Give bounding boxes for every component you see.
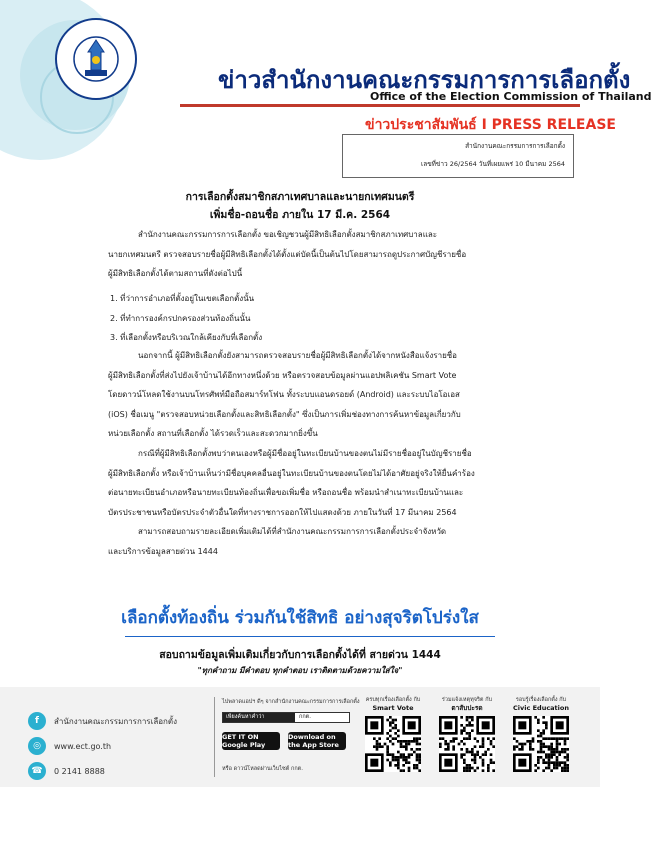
qr-code-icon	[439, 716, 495, 772]
paragraph-line: บัตรประชาชนหรือบัตรประจำตัวอื่นใดที่ทางราชการออกให้ไปแสดงด้วย ภายในวันที่ 17 มีนาคม 2564	[108, 507, 457, 517]
contact-phone[interactable]	[28, 762, 105, 780]
paragraph-line: ผู้มีสิทธิเลือกตั้ง หรือเจ้าบ้านเห็นว่ามีชื่อบุคคลอื่นอยู่ในทะเบียนบ้านของตนโดยไม่ได้อาศัยอยู่จริงให้ยื่นคำร้อง	[108, 468, 475, 478]
qr-name: Civic Education	[513, 704, 569, 712]
paragraph-line: ผู้มีสิทธิเลือกตั้งที่ส่งไปยังเจ้าบ้านได้อีกทางหนึ่งด้วย หรือตรวจสอบข้อมูลผ่านแอปพลิเคชัน Smart Vote	[108, 370, 457, 380]
paragraph-line: กรณีที่ผู้มีสิทธิเลือกตั้งพบว่าตนเองหรือผู้มีชื่ออยู่ในทะเบียนบ้านของตนไม่มีรายชื่ออยู่ในบัญชีรายชื่อ	[138, 449, 472, 458]
list-item: 2. ที่ทำการองค์กรปกครองส่วนท้องถิ่นนั้น	[110, 314, 251, 323]
qr-civic-education[interactable]	[510, 697, 572, 772]
qr-caption: ร่วมแจ้งเหตุทุจริต กับ	[441, 697, 493, 703]
slogan-divider	[125, 636, 495, 637]
globe-icon: ◎	[28, 737, 46, 755]
ect-emblem-icon	[71, 32, 121, 86]
app-store-button[interactable]	[288, 732, 346, 750]
reference-number: เลขที่ข่าว 26/2564 วันที่เผยแพร่ 10 มีนาคม 2564	[420, 160, 565, 168]
search-hint-keyword: กกต.	[299, 714, 311, 720]
website-download-note: หรือ ดาวน์โหลดผ่านเว็บไซต์ กกต.	[222, 766, 303, 772]
contact-facebook[interactable]	[28, 712, 177, 730]
app-promo-text: ไปพลาดแอปฯ ดีๆ จากสำนักงานคณะกรรมการการเลือกตั้ง	[222, 699, 360, 705]
footer-divider	[214, 697, 215, 777]
contact-text: www.ect.go.th	[54, 741, 112, 751]
app-download-panel	[222, 698, 360, 778]
facebook-icon: f	[28, 712, 46, 730]
paragraph-intro	[108, 225, 568, 284]
paragraph-add-remove	[108, 444, 568, 522]
list-item: 3. ที่เลือกตั้งหรือบริเวณใกล้เคียงกับที่เลือกตั้ง	[110, 333, 263, 342]
contact-website[interactable]	[28, 737, 111, 755]
paragraph-line: โดยดาวน์โหลดใช้งานบนโทรศัพท์มือถือสมาร์ทโฟน ทั้งระบบแอนดรอยด์ (Android) และระบบไอโอเอส	[108, 390, 460, 399]
header-divider	[180, 104, 580, 107]
hotline-text: สอบถามข้อมูลเพิ่มเติมเกี่ยวกับการเลือกตั้งได้ที่ สายด่วน 1444	[159, 649, 441, 661]
paragraph-line: สำนักงานคณะกรรมการการเลือกตั้ง ขอเชิญชวนผู้มีสิทธิเลือกตั้งสมาชิกสภาเทศบาลและ	[138, 230, 438, 239]
page-subtitle: Office of the Election Commission of Thailand	[370, 90, 652, 103]
reference-box	[342, 134, 574, 178]
qr-smart-vote[interactable]	[362, 697, 424, 772]
contact-text: 0 2141 8888	[54, 766, 105, 776]
paragraph-line: และบริการข้อมูลสายด่วน 1444	[108, 546, 218, 556]
hotline-motto: "ทุกคำถาม มีคำตอบ ทุกคำตอบ เราติดตามด้วยความใส่ใจ"	[197, 666, 403, 675]
contact-text: สำนักงานคณะกรรมการการเลือกตั้ง	[54, 716, 177, 726]
reference-office: สำนักงานคณะกรรมการการเลือกตั้ง	[465, 142, 565, 150]
search-hint-label: เพียงค้นหาคำว่า	[226, 714, 265, 720]
campaign-slogan: เลือกตั้งท้องถิ่น ร่วมกันใช้สิทธิ อย่างสุจริตโปร่งใส	[121, 608, 479, 628]
qr-name: ตาสับปะรด	[451, 704, 483, 712]
google-play-button[interactable]	[222, 732, 280, 750]
paragraph-line: หน่วยเลือกตั้ง สถานที่เลือกตั้ง ได้รวดเร็วและสะดวกมากยิ่งขึ้น	[108, 429, 318, 438]
paragraph-line: นอกจากนี้ ผู้มีสิทธิเลือกตั้งยังสามารถตรวจสอบรายชื่อผู้มีสิทธิเลือกตั้งได้จากหนังสือแจ้งรายชื่อ	[138, 351, 457, 360]
paragraph-line: สามารถสอบถามรายละเอียดเพิ่มเติมได้ที่สำนักงานคณะกรรมการการเลือกตั้งประจำจังหวัด	[138, 527, 447, 536]
list-item: 1. ที่ว่าการอำเภอที่ตั้งอยู่ในเขตเลือกตั้งนั้น	[110, 294, 255, 303]
qr-caption: รอบรู้เรื่องเลือกตั้ง กับ	[515, 697, 567, 703]
paragraph-line: (iOS) ชื่อเมนู "ตรวจสอบหน่วยเลือกตั้งและสิทธิเลือกตั้ง" ซึ่งเป็นการเพิ่มช่องทางการค้นหาข้อมูลเกี่ยวกับ	[108, 409, 461, 419]
paragraph-line: ผู้มีสิทธิเลือกตั้งได้ตามสถานที่ดังต่อไปนี้	[108, 269, 243, 278]
qr-code-icon	[513, 716, 569, 772]
paragraph-line: นายกเทศมนตรี ตรวจสอบรายชื่อผู้มีสิทธิเลือกตั้งได้ตั้งแต่บัดนี้เป็นต้นไปโดยสามารถดูประกาศบัญชีรายชื่อ	[108, 249, 467, 259]
news-subtitle: เพิ่มชื่อ-ถอนชื่อ ภายใน 17 มี.ค. 2564	[209, 209, 391, 221]
qr-ta-sapparod[interactable]	[436, 697, 498, 772]
news-title: การเลือกตั้งสมาชิกสภาเทศบาลและนายกเทศมนตรี	[185, 191, 415, 203]
phone-icon: ☎	[28, 762, 46, 780]
paragraph-contact	[108, 522, 568, 561]
press-release-label: ข่าวประชาสัมพันธ์ I PRESS RELEASE	[365, 117, 616, 133]
paragraph-line: ต่อนายทะเบียนอำเภอหรือนายทะเบียนท้องถิ่นเพื่อขอเพิ่มชื่อ หรือถอนชื่อ พร้อมนำสำเนาทะเบียนบ้านและ	[108, 488, 464, 497]
paragraph-smart-vote	[108, 346, 568, 444]
app-search-hint	[222, 712, 350, 723]
google-play-label: GET IT ON Google Play	[222, 733, 266, 749]
qr-caption: ครบทุกเรื่องเลือกตั้ง กับ	[365, 697, 421, 703]
qr-name: Smart Vote	[372, 704, 414, 712]
page-title: ข่าวสำนักงานคณะกรรมการการเลือกตั้ง	[218, 66, 631, 94]
ect-logo	[55, 18, 137, 100]
qr-code-icon	[365, 716, 421, 772]
app-store-label: Download on the App Store	[288, 733, 339, 749]
